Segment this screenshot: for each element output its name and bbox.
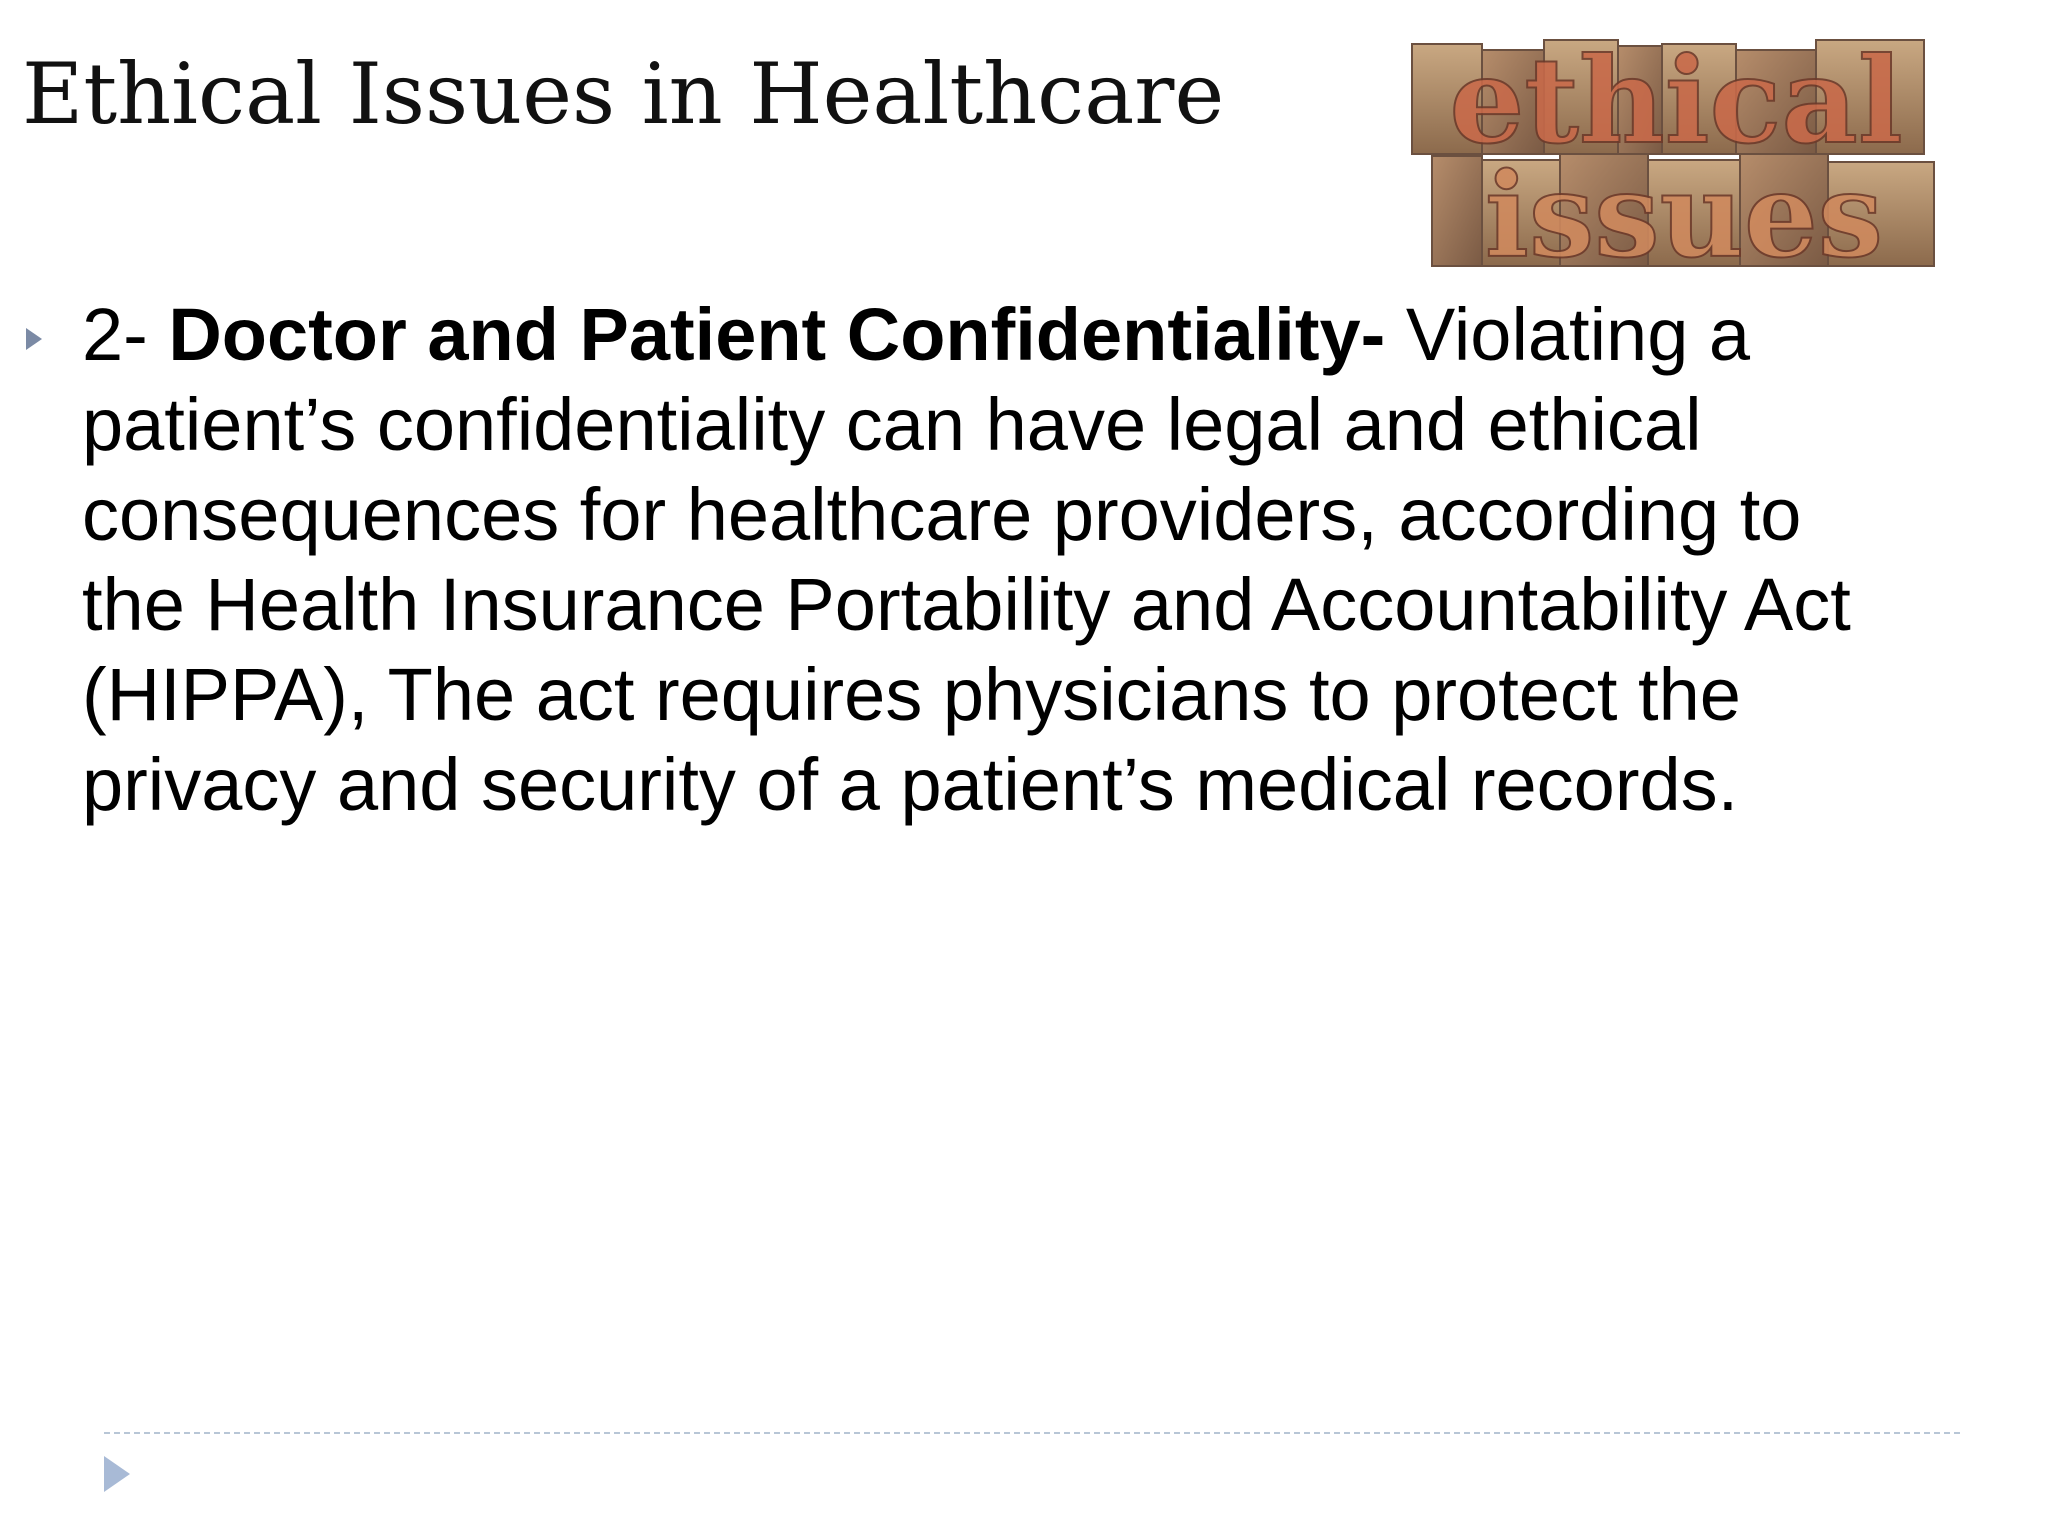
svg-text:ethical: ethical <box>1449 36 1903 170</box>
triangle-nav-icon <box>102 1454 132 1494</box>
svg-text:issues: issues <box>1484 148 1884 276</box>
ethical-issues-logo-image <box>1402 36 1958 276</box>
bullet-body: Violating a patient’s confidentiality can have legal and ethical consequences for healthcare providers, according to the Health Insurance Portability and Accountability Act (HIPPA), The act requires physicians to protect the privacy and security of a patient’s medical records. <box>82 293 1851 826</box>
bullet-heading: Doctor and Patient Confidentiality- <box>168 293 1386 376</box>
footer-divider <box>104 1432 1960 1434</box>
bullet-number: 2- <box>82 293 169 376</box>
slide-title: Ethical Issues in Healthcare <box>22 45 1225 143</box>
bullet-text <box>82 290 1872 830</box>
triangle-bullet-icon <box>24 326 44 352</box>
